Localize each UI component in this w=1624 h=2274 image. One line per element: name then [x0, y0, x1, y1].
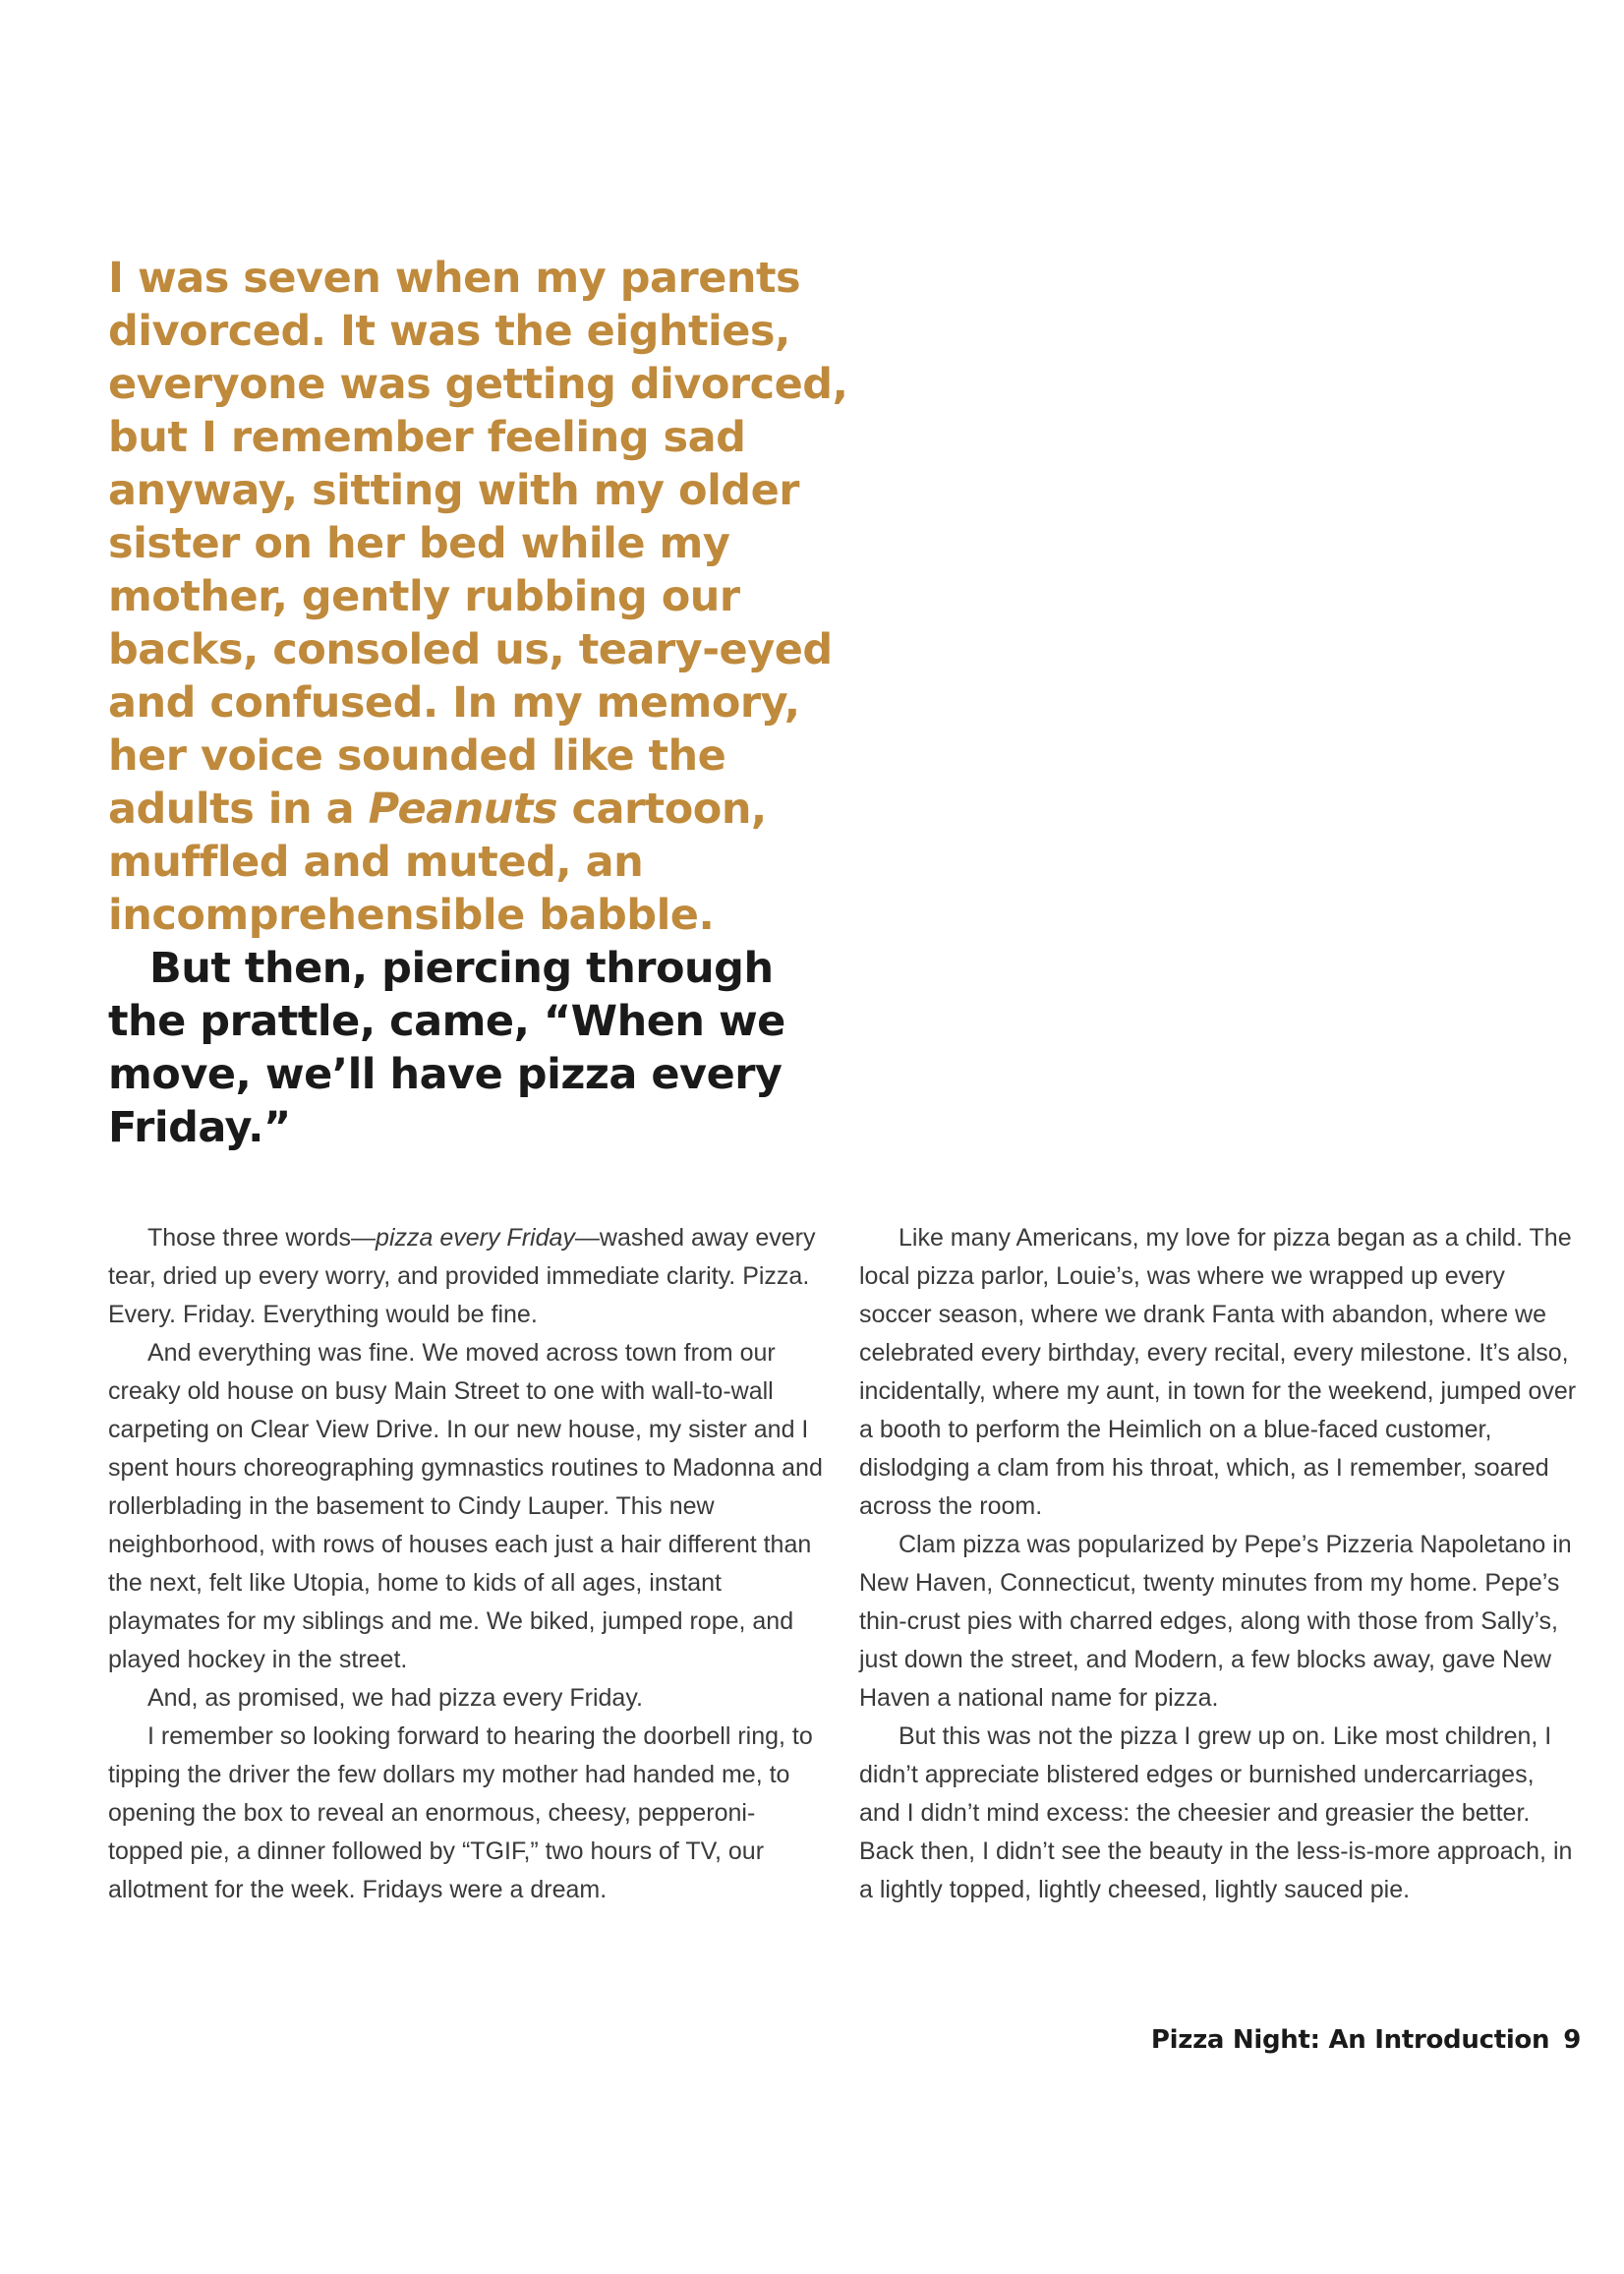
intro-text-part-1: I was seven when my parents divorced. It was the eighties, everyone was getting divorced, but I remember feeling sad anyway, sitting with my older sister on her bed while my mother, gently rubbing our backs, consoled us, teary-eyed and confused. In my memory, her voice sounded like the adults in a — [108, 254, 848, 834]
right-paragraph-3: But this was not the pizza I grew up on. Like most children, I didn’t appreciate blistered edges or burnished undercarriages, and I didn’t mind excess: the cheesier and greasier the better. Back then, I didn’t see the beauty in the less-is-more approach, in a lightly topped, lightly cheesed, lightly sauced pie. — [859, 1722, 1573, 1903]
right-paragraph-2: Clam pizza was popularized by Pepe’s Pizzeria Napoletano in New Haven, Connecticut, twenty minutes from my home. Pepe’s thin-crust pies with charred edges, along with those from Sally’s, just down the street, and Modern, a few blocks away, gave New Haven a national name for pizza. — [859, 1531, 1572, 1712]
left-paragraph-1 — [108, 1219, 826, 1334]
page-footer — [1151, 2025, 1581, 2055]
pull-quote — [108, 942, 855, 1154]
pull-quote-text: But then, piercing through the prattle, came, “When we move, we’ll have pizza every Friday.” — [108, 944, 785, 1152]
intro-italic-title: Peanuts — [368, 785, 557, 834]
intro-text-part-2: cartoon, muffled and muted, an incomprehensible babble. — [108, 785, 767, 940]
left-p1-italic: pizza every Friday — [376, 1224, 575, 1252]
right-column — [859, 1219, 1581, 1909]
left-paragraph-3: And, as promised, we had pizza every Friday. — [147, 1684, 643, 1712]
left-column — [108, 1219, 826, 1909]
left-paragraph-2: And everything was fine. We moved across town from our creaky old house on busy Main Street to one with wall-to-wall carpeting on Clear View Drive. In our new house, my sister and I spent hours choreographing gymnastics routines to Madonna and rollerblading in the basement to Cindy Lauper. This new neighborhood, with rows of houses each just a hair different than the next, felt like Utopia, home to kids of all ages, instant playmates for my siblings and me. We biked, jumped rope, and played hockey in the street. — [108, 1339, 823, 1673]
left-p1-end: —washed away every tear, dried up every worry, and provided immediate clarity. Pizza. Every. Friday. Everything would be fine. — [108, 1224, 816, 1328]
running-title: Pizza Night: An Introduction — [1150, 2025, 1550, 2055]
left-p1-start: Those three words— — [147, 1224, 377, 1252]
right-paragraph-1: Like many Americans, my love for pizza began as a child. The local pizza parlor, Louie’s, was where we wrapped up every soccer season, where we drank Fanta with abandon, where we celebrated every birthday, every recital, every milestone. It’s also, incidentally, where my aunt, in town for the weekend, jumped over a booth to perform the Heimlich on a blue-faced customer, dislodging a clam from his throat, which, as I remember, soared across the room. — [859, 1224, 1577, 1520]
left-paragraph-4: I remember so looking forward to hearing the doorbell ring, to tipping the driver the few dollars my mother had handed me, to opening the box to reveal an enormous, cheesy, pepperoni-topped pie, a dinner followed by “TGIF,” two hours of TV, our allotment for the week. Fridays were a dream. — [108, 1722, 813, 1903]
page-number: 9 — [1563, 2025, 1581, 2055]
intro-paragraph — [108, 252, 855, 942]
